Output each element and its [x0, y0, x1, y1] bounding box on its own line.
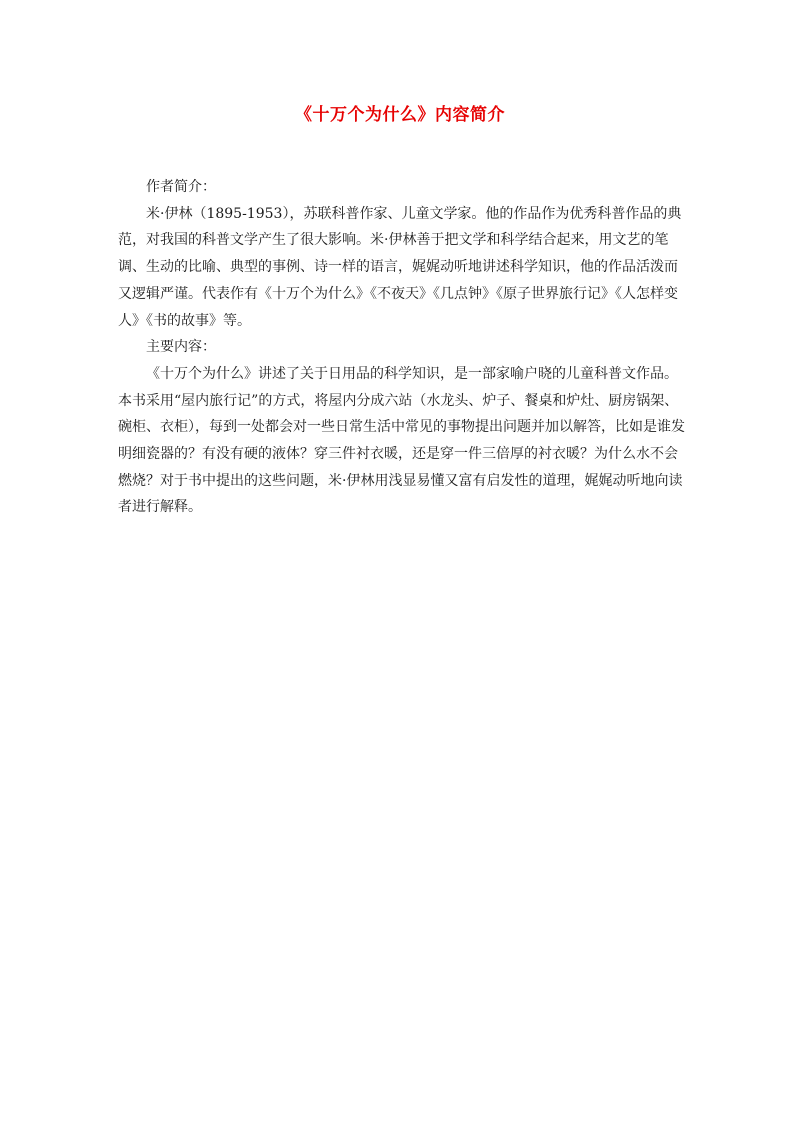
- author-intro-heading: 作者简介：: [146, 179, 216, 195]
- document-title: 《十万个为什么》内容简介: [295, 105, 505, 125]
- main-content-heading: 主要内容：: [146, 339, 216, 356]
- main-content-paragraph: 《十万个为什么》讲述了关于日用品的科学知识，是一部家喻户晓的儿童科普文作品。本书采用“屋内旅行记”的方式，将屋内分成六站（水龙头、炉子、餐桌和炉灶、厨房锅架、碗柜、衣柜），每到一处都会对一些日常生活中常见的事物提出问题并加以解答，比如是谁发明细瓷器的？有没有硬的液体？穿三件衬衣暖，还是穿一件三倍厚的衬衣暖？为什么水不会燃烧？对于书中提出的这些问题，米·伊林用浅显易懂又富有启发性的道理，娓娓动听地向读者进行解释。: [118, 365, 685, 516]
- document-body: [118, 174, 688, 521]
- author-intro-paragraph: 米·伊林（1895-1953），苏联科普作家、儿童文学家。他的作品作为优秀科普作品的典范，对我国的科普文学产生了很大影响。米·伊林善于把文学和科学结合起来，用文艺的笔调、生动的比喻、典型的事例、诗一样的语言，娓娓动听地讲述科学知识，他的作品活泼而又逻辑严谨。代表作有《十万个为什么》《不夜天》《几点钟》《原子世界旅行记》《人怎样变人》《书的故事》等。: [118, 205, 682, 329]
